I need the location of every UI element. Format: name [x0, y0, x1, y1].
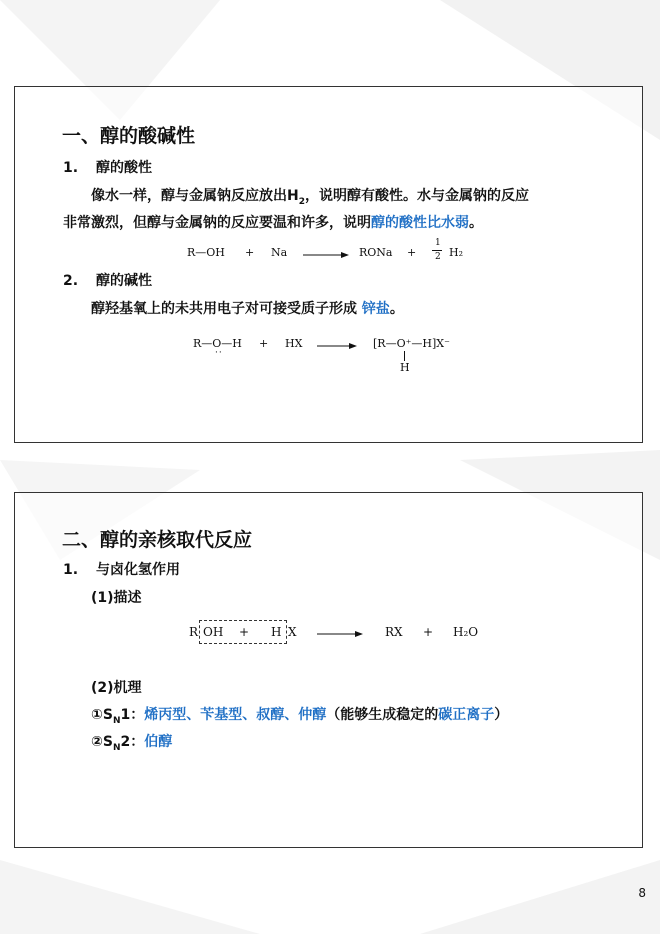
section-label: 与卤化氢作用: [96, 562, 180, 578]
text-span: ②S: [91, 734, 113, 750]
reaction-arrow: [317, 343, 357, 349]
text-span: （能够生成稳定的: [326, 707, 439, 723]
text-span: 。: [469, 215, 483, 231]
section-number: 1.: [63, 562, 79, 578]
slide-acid-base: [14, 86, 643, 443]
eq-term: RONa: [359, 246, 393, 259]
text-span: 醇羟基氧上的未共用电子对可接受质子形成: [91, 301, 362, 317]
eq-plus: +: [407, 246, 417, 259]
paragraph-line: [91, 185, 529, 207]
highlight-text: 锌盐: [361, 301, 390, 317]
subscript: N: [112, 742, 121, 753]
text-span: 2：: [120, 734, 145, 750]
eq-term: H₂O: [453, 625, 479, 639]
paragraph-line: [63, 212, 483, 232]
text-span: 像水一样，醇与金属钠反应放出H: [91, 188, 299, 204]
section-number: 2.: [63, 273, 79, 289]
lone-pair-dots: ··: [215, 348, 223, 358]
paragraph-line: [91, 298, 404, 318]
eq-plus: +: [239, 625, 250, 639]
eq-term: R: [189, 625, 199, 639]
eq-term: H₂: [449, 246, 464, 259]
eq-term: Na: [271, 246, 288, 259]
section-heading: [63, 270, 152, 290]
equation-oxonium: [193, 333, 493, 383]
eq-plus: +: [245, 246, 255, 259]
fraction-bar: [432, 250, 442, 251]
fraction-denominator: 2: [435, 252, 441, 262]
text-span: 。: [389, 301, 404, 317]
section-number: 1.: [63, 160, 79, 176]
eq-term: RX: [385, 625, 403, 639]
eq-term: R—OH: [187, 246, 225, 259]
highlight-text: 烯丙型、苄基型、叔醇、仲醇: [144, 707, 327, 723]
slide-title: 二、醇的亲核取代反应: [62, 529, 253, 551]
page-number: 8: [638, 886, 646, 900]
highlight-text: 伯醇: [144, 734, 173, 750]
eq-term: R—O—H: [193, 337, 242, 350]
sn2-line: [91, 731, 172, 753]
section-heading: [63, 559, 180, 579]
fraction-numerator: 1: [435, 238, 441, 248]
reaction-arrow: [317, 631, 363, 637]
bond-line: [404, 351, 405, 361]
section-heading: [63, 157, 152, 177]
sub-heading: (1)描述: [91, 590, 142, 606]
text-span: ）: [494, 707, 509, 723]
eq-plus: +: [423, 625, 434, 639]
subscript: 2: [298, 196, 305, 207]
eq-term: X: [288, 625, 297, 639]
slide-title: 一、醇的酸碱性: [62, 125, 196, 147]
text-span: 非常激烈，但醇与金属钠的反应要温和许多，说明: [63, 215, 371, 231]
text-span: ①S: [91, 707, 113, 723]
highlight-text: 醇的酸性比水弱: [371, 215, 469, 231]
equation-halide: [189, 623, 509, 651]
sub-heading: (2)机理: [91, 680, 142, 696]
eq-term: HX: [285, 337, 303, 350]
reaction-arrow: [303, 252, 349, 258]
eq-term: OH: [203, 625, 224, 639]
text-span: 1：: [120, 707, 145, 723]
eq-term: H: [271, 625, 282, 639]
subscript: N: [112, 715, 121, 726]
text-span: ，说明醇有酸性。水与金属钠的反应: [304, 188, 529, 204]
section-label: 醇的酸性: [96, 160, 152, 176]
sn1-line: [91, 704, 508, 726]
eq-plus: +: [259, 337, 269, 350]
equation-sodium: [187, 240, 487, 270]
slide-substitution: [14, 492, 643, 848]
eq-term: H: [400, 361, 410, 374]
highlight-text: 碳正离子: [438, 707, 495, 723]
eq-term: [R—O⁺—H]X⁻: [373, 337, 450, 350]
section-label: 醇的碱性: [96, 273, 152, 289]
